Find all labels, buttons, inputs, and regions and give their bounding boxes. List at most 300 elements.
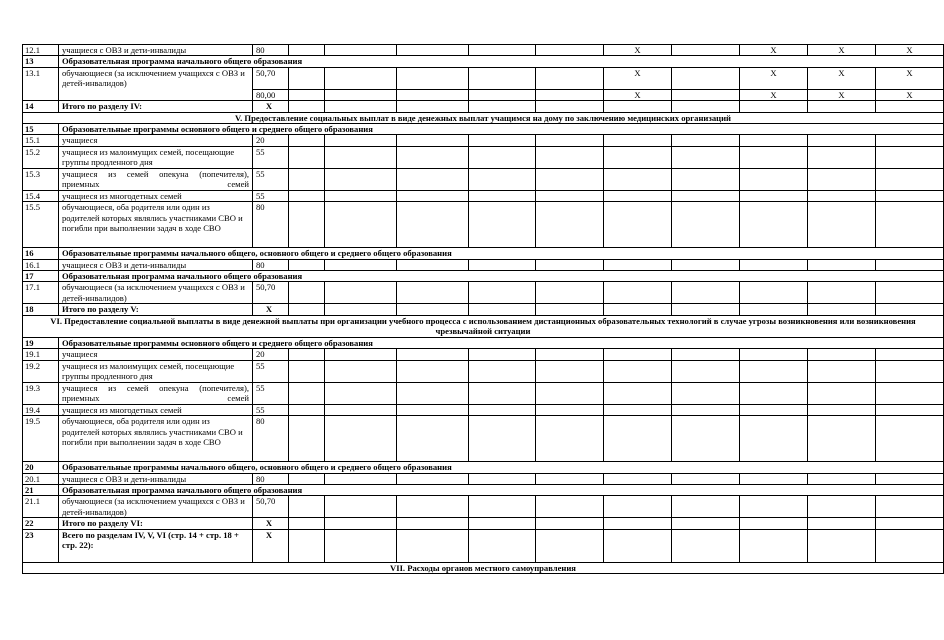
empty-cell [740, 529, 808, 562]
empty-cell [469, 382, 536, 404]
table-row [23, 349, 944, 360]
row-value: 55 [253, 190, 289, 201]
row-code: 16.1 [23, 259, 59, 270]
x-mark: X [808, 89, 876, 100]
empty-cell [397, 89, 469, 100]
row-code: 19.4 [23, 404, 59, 415]
empty-cell [325, 496, 397, 518]
empty-cell [397, 282, 469, 304]
empty-cell [469, 146, 536, 168]
row-code: 13.1 [23, 67, 59, 100]
empty-cell [397, 382, 469, 404]
section-banner: V. Предоставление социальных выплат в виде денежных выплат учащимся на дому по заключению медицинских организаций [23, 112, 944, 123]
empty-cell [672, 101, 740, 112]
row-code: 19 [23, 337, 59, 348]
table-row [23, 45, 944, 56]
empty-cell [536, 349, 604, 360]
empty-cell [536, 518, 604, 529]
row-value: 50,70 [253, 496, 289, 518]
empty-cell [740, 101, 808, 112]
empty-cell [808, 496, 876, 518]
empty-cell [808, 304, 876, 315]
table-row [23, 202, 944, 248]
row-code: 15.3 [23, 168, 59, 190]
empty-cell [536, 496, 604, 518]
row-value: 50,70 [253, 282, 289, 304]
row-label-text: Всего по разделам IV, V, VI (стр. 14 + стр. 18 + стр. 22): [62, 529, 239, 551]
empty-cell [325, 404, 397, 415]
empty-cell [397, 135, 469, 146]
empty-cell [672, 382, 740, 404]
empty-cell [536, 146, 604, 168]
empty-cell [604, 135, 672, 146]
section-banner-row [23, 112, 944, 123]
section-title: Образовательные программы начального общего, основного общего и среднего общего образования [59, 462, 944, 473]
row-code: 18 [23, 304, 59, 315]
empty-cell [876, 304, 944, 315]
empty-cell [469, 473, 536, 484]
row-code: 20.1 [23, 473, 59, 484]
empty-cell [876, 259, 944, 270]
row-code: 19.2 [23, 360, 59, 382]
empty-cell [325, 202, 397, 248]
empty-cell [740, 168, 808, 190]
row-label [59, 45, 253, 56]
total-row [23, 529, 944, 562]
x-mark: X [740, 45, 808, 56]
empty-cell [397, 45, 469, 56]
empty-cell [325, 282, 397, 304]
empty-cell [876, 146, 944, 168]
row-code: 15.5 [23, 202, 59, 248]
section-header-row [23, 248, 944, 259]
empty-cell [469, 518, 536, 529]
empty-cell [289, 360, 325, 382]
empty-cell [536, 259, 604, 270]
empty-cell [672, 202, 740, 248]
empty-cell [325, 259, 397, 270]
empty-cell [469, 349, 536, 360]
empty-cell [536, 135, 604, 146]
row-label [59, 404, 253, 415]
table-row [23, 282, 944, 304]
empty-cell [397, 168, 469, 190]
row-label [59, 101, 253, 112]
empty-cell [876, 529, 944, 562]
section-header-row [23, 124, 944, 135]
empty-cell [604, 304, 672, 315]
empty-cell [397, 404, 469, 415]
empty-cell [325, 304, 397, 315]
empty-cell [536, 282, 604, 304]
row-code: 21.1 [23, 496, 59, 518]
empty-cell [672, 282, 740, 304]
row-label [59, 360, 253, 382]
empty-cell [397, 473, 469, 484]
empty-cell [536, 202, 604, 248]
empty-cell [876, 518, 944, 529]
empty-cell [876, 382, 944, 404]
empty-cell [289, 496, 325, 518]
empty-cell [536, 89, 604, 100]
empty-cell [536, 304, 604, 315]
empty-cell [672, 259, 740, 270]
empty-cell [672, 473, 740, 484]
empty-cell [289, 382, 325, 404]
row-label-text: учащиеся с ОВЗ и дети-инвалиды [62, 45, 187, 55]
empty-cell [397, 349, 469, 360]
section-title: Образовательные программы основного общего и среднего общего образования [59, 124, 944, 135]
row-label [59, 473, 253, 484]
row-code: 22 [23, 518, 59, 529]
row-label [59, 282, 253, 304]
empty-cell [876, 473, 944, 484]
row-label-text: учащиеся из многодетных семей [62, 190, 182, 201]
empty-cell [672, 349, 740, 360]
empty-cell [325, 67, 397, 89]
table-row [23, 404, 944, 415]
x-mark: X [604, 45, 672, 56]
empty-cell [808, 529, 876, 562]
empty-cell [536, 190, 604, 201]
empty-cell [469, 259, 536, 270]
empty-cell [469, 67, 536, 89]
row-label [59, 168, 253, 190]
row-value: X [253, 101, 289, 112]
empty-cell [740, 473, 808, 484]
empty-cell [808, 146, 876, 168]
empty-cell [325, 416, 397, 462]
x-mark: X [876, 67, 944, 89]
empty-cell [289, 135, 325, 146]
empty-cell [469, 282, 536, 304]
row-label [59, 304, 253, 315]
empty-cell [740, 382, 808, 404]
empty-cell [876, 360, 944, 382]
row-label [59, 190, 253, 201]
section-header-row [23, 337, 944, 348]
row-label-text: учащиеся [62, 135, 98, 146]
row-code: 15 [23, 124, 59, 135]
empty-cell [289, 518, 325, 529]
empty-cell [289, 190, 325, 201]
empty-cell [740, 202, 808, 248]
empty-cell [536, 529, 604, 562]
row-code: 17.1 [23, 282, 59, 304]
empty-cell [325, 45, 397, 56]
empty-cell [325, 349, 397, 360]
empty-cell [604, 382, 672, 404]
row-code: 17 [23, 271, 59, 282]
row-value: 55 [253, 168, 289, 190]
row-value: 55 [253, 404, 289, 415]
x-mark: X [740, 67, 808, 89]
empty-cell [397, 518, 469, 529]
row-code: 20 [23, 462, 59, 473]
row-label-text: учащиеся из семей опекуна (попечителя), приемных семей [62, 168, 249, 190]
empty-cell [289, 259, 325, 270]
section-title: Образовательные программы начального общего, основного общего и среднего общего образования [59, 248, 944, 259]
empty-cell [469, 45, 536, 56]
empty-cell [808, 349, 876, 360]
row-value: 80 [253, 202, 289, 248]
empty-cell [469, 529, 536, 562]
empty-cell [536, 45, 604, 56]
row-value: 80,00 [253, 89, 289, 100]
empty-cell [672, 168, 740, 190]
row-label [59, 146, 253, 168]
row-value: 80 [253, 259, 289, 270]
empty-cell [740, 416, 808, 462]
row-label [59, 259, 253, 270]
empty-cell [397, 202, 469, 248]
empty-cell [289, 202, 325, 248]
row-code: 12.1 [23, 45, 59, 56]
empty-cell [604, 518, 672, 529]
empty-cell [469, 496, 536, 518]
section-banner-row [23, 562, 944, 573]
empty-cell [808, 382, 876, 404]
empty-cell [740, 496, 808, 518]
empty-cell [740, 360, 808, 382]
row-label [59, 202, 253, 248]
empty-cell [397, 190, 469, 201]
empty-cell [325, 360, 397, 382]
row-label [59, 496, 253, 518]
row-label [59, 529, 253, 562]
empty-cell [808, 416, 876, 462]
table-row [23, 67, 944, 89]
row-label-text: учащиеся с ОВЗ и дети-инвалиды [62, 473, 187, 484]
empty-cell [325, 101, 397, 112]
empty-cell [876, 404, 944, 415]
empty-cell [672, 529, 740, 562]
row-label [59, 416, 253, 462]
x-mark: X [876, 89, 944, 100]
empty-cell [289, 529, 325, 562]
section-header-row [23, 462, 944, 473]
table-row [23, 135, 944, 146]
row-label-text: учащиеся [62, 349, 98, 360]
empty-cell [672, 89, 740, 100]
row-label-text: учащиеся с ОВЗ и дети-инвалиды [62, 259, 187, 270]
row-label-text: обучающиеся (за исключением учащихся с ОВЗ и детей-инвалидов) [62, 496, 245, 517]
row-value: 55 [253, 382, 289, 404]
empty-cell [876, 349, 944, 360]
empty-cell [604, 190, 672, 201]
empty-cell [604, 496, 672, 518]
empty-cell [325, 146, 397, 168]
row-value: 20 [253, 349, 289, 360]
x-mark: X [604, 89, 672, 100]
empty-cell [604, 259, 672, 270]
section-title: Образовательные программы основного общего и среднего общего образования [59, 337, 944, 348]
empty-cell [325, 473, 397, 484]
empty-cell [808, 518, 876, 529]
empty-cell [740, 518, 808, 529]
empty-cell [536, 382, 604, 404]
row-label-text: обучающиеся, оба родителя или один из родителей которых являлись участниками СВО и погибли при выполнении задач в ходе СВО [62, 416, 243, 447]
total-row [23, 304, 944, 315]
empty-cell [808, 135, 876, 146]
empty-cell [808, 168, 876, 190]
empty-cell [289, 404, 325, 415]
row-value: 55 [253, 360, 289, 382]
empty-cell [740, 259, 808, 270]
row-label-text: обучающиеся (за исключением учащихся с ОВЗ и детей-инвалидов) [62, 282, 245, 303]
empty-cell [289, 89, 325, 100]
empty-cell [469, 89, 536, 100]
empty-cell [289, 45, 325, 56]
empty-cell [289, 473, 325, 484]
budget-table [22, 44, 944, 574]
empty-cell [469, 101, 536, 112]
row-code: 21 [23, 484, 59, 495]
row-label-text: обучающиеся (за исключением учащихся с ОВЗ и детей-инвалидов) [62, 67, 245, 89]
empty-cell [325, 168, 397, 190]
empty-cell [397, 259, 469, 270]
row-label-text: учащиеся из семей опекуна (попечителя), приемных семей [62, 382, 249, 404]
empty-cell [325, 190, 397, 201]
row-label-text: учащиеся из малоимущих семей, посещающие группы продленного дня [62, 360, 235, 382]
empty-cell [397, 304, 469, 315]
empty-cell [876, 101, 944, 112]
empty-cell [672, 360, 740, 382]
empty-cell [469, 202, 536, 248]
empty-cell [808, 101, 876, 112]
empty-cell [536, 360, 604, 382]
empty-cell [469, 168, 536, 190]
empty-cell [289, 146, 325, 168]
empty-cell [672, 190, 740, 201]
section-header-row [23, 271, 944, 282]
empty-cell [604, 404, 672, 415]
empty-cell [325, 135, 397, 146]
x-mark: X [740, 89, 808, 100]
row-code: 19.5 [23, 416, 59, 462]
table-row [23, 168, 944, 190]
empty-cell [469, 190, 536, 201]
empty-cell [740, 146, 808, 168]
empty-cell [397, 101, 469, 112]
empty-cell [397, 416, 469, 462]
empty-cell [740, 304, 808, 315]
empty-cell [397, 67, 469, 89]
row-code: 19.3 [23, 382, 59, 404]
empty-cell [325, 518, 397, 529]
empty-cell [876, 496, 944, 518]
section-banner: VI. Предоставление социальной выплаты в виде денежной выплаты при организации учебного процесса с использованием дистанционных образовательных технологий в случае угрозы возникновения или возникновения чрезвычайной ситуации [23, 315, 944, 337]
empty-cell [289, 101, 325, 112]
total-row [23, 101, 944, 112]
empty-cell [672, 518, 740, 529]
empty-cell [672, 416, 740, 462]
row-value: 80 [253, 473, 289, 484]
empty-cell [536, 404, 604, 415]
row-label-text: Итого по разделу IV: [62, 101, 143, 112]
section-title: Образовательная программа начального общего образования [59, 56, 944, 67]
empty-cell [604, 416, 672, 462]
empty-cell [876, 202, 944, 248]
table-row [23, 360, 944, 382]
empty-cell [672, 45, 740, 56]
row-label [59, 518, 253, 529]
row-code: 16 [23, 248, 59, 259]
row-value: 55 [253, 146, 289, 168]
empty-cell [808, 202, 876, 248]
x-mark: X [876, 45, 944, 56]
row-label [59, 67, 253, 100]
empty-cell [876, 416, 944, 462]
empty-cell [740, 404, 808, 415]
section-banner-row [23, 315, 944, 337]
empty-cell [672, 304, 740, 315]
empty-cell [808, 282, 876, 304]
row-value: X [253, 518, 289, 529]
empty-cell [325, 89, 397, 100]
row-value: 50,70 [253, 67, 289, 89]
empty-cell [808, 190, 876, 201]
empty-cell [469, 135, 536, 146]
section-header-row [23, 484, 944, 495]
row-label-text: учащиеся из малоимущих семей, посещающие группы продленного дня [62, 146, 235, 168]
empty-cell [536, 473, 604, 484]
row-code: 15.1 [23, 135, 59, 146]
empty-cell [325, 529, 397, 562]
row-code: 23 [23, 529, 59, 562]
empty-cell [808, 473, 876, 484]
empty-cell [604, 101, 672, 112]
empty-cell [672, 404, 740, 415]
empty-cell [469, 416, 536, 462]
empty-cell [325, 382, 397, 404]
section-title: Образовательная программа начального общего образования [59, 271, 944, 282]
empty-cell [876, 190, 944, 201]
row-label [59, 382, 253, 404]
total-row [23, 518, 944, 529]
section-banner: VII. Расходы органов местного самоуправления [23, 562, 944, 573]
empty-cell [604, 360, 672, 382]
empty-cell [397, 360, 469, 382]
table-row [23, 473, 944, 484]
empty-cell [289, 416, 325, 462]
empty-cell [604, 282, 672, 304]
row-value: X [253, 304, 289, 315]
row-label-text: учащиеся из многодетных семей [62, 404, 182, 415]
row-code: 13 [23, 56, 59, 67]
table-row [23, 146, 944, 168]
row-label-text: Итого по разделу VI: [62, 518, 143, 529]
empty-cell [536, 101, 604, 112]
empty-cell [808, 404, 876, 415]
row-code: 15.2 [23, 146, 59, 168]
empty-cell [397, 496, 469, 518]
row-label-text: Итого по разделу V: [62, 304, 139, 315]
empty-cell [672, 146, 740, 168]
empty-cell [469, 304, 536, 315]
x-mark: X [604, 67, 672, 89]
table-row [23, 382, 944, 404]
section-title: Образовательная программа начального общего образования [59, 484, 944, 495]
table-row [23, 496, 944, 518]
empty-cell [536, 67, 604, 89]
x-mark: X [808, 67, 876, 89]
empty-cell [740, 349, 808, 360]
empty-cell [536, 168, 604, 190]
row-value: 80 [253, 416, 289, 462]
row-code: 15.4 [23, 190, 59, 201]
empty-cell [397, 529, 469, 562]
